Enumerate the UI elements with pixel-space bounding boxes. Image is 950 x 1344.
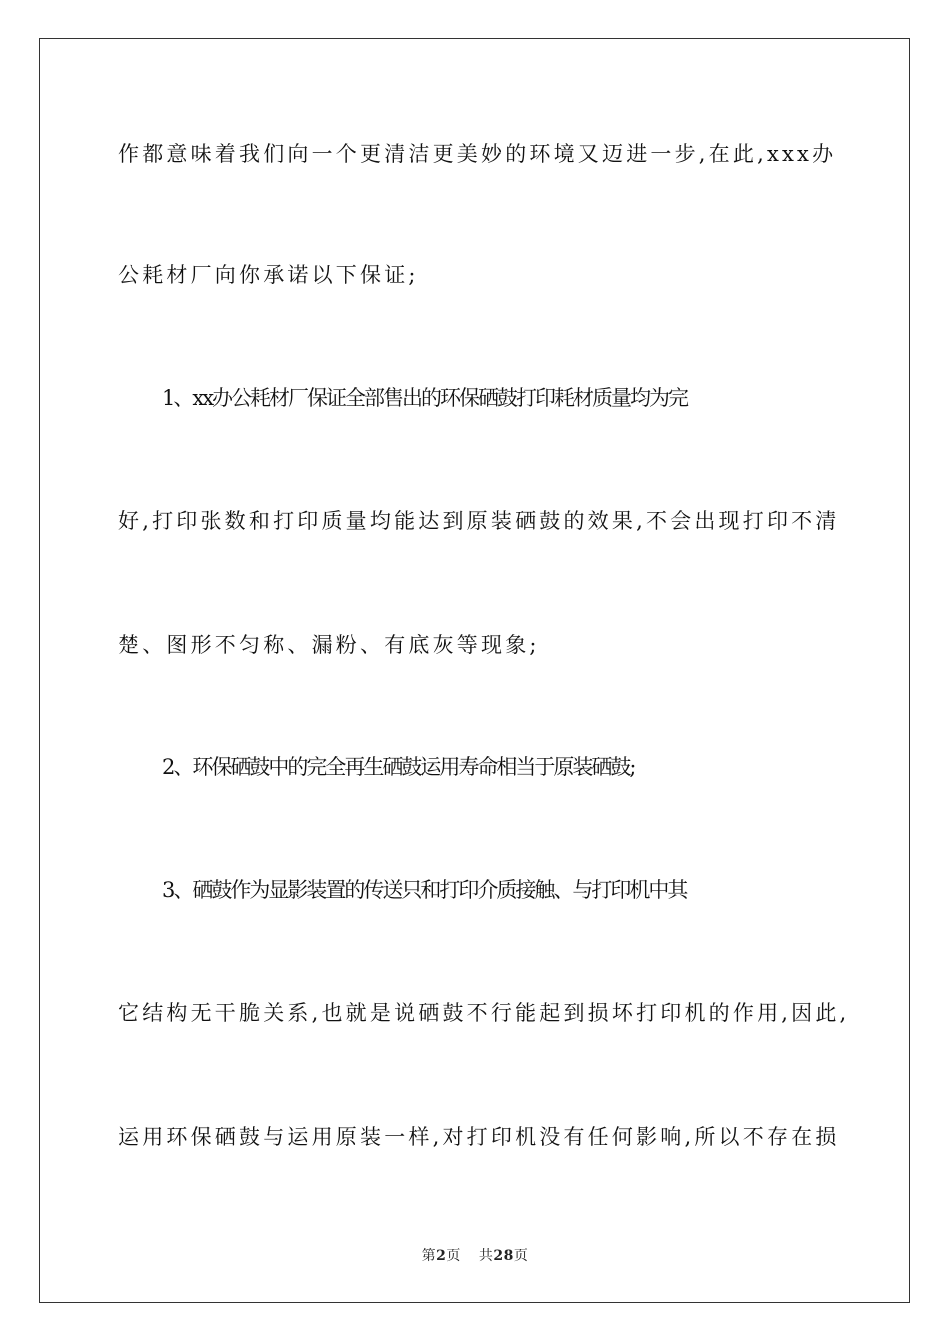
- page-suffix: 页: [446, 1248, 461, 1264]
- text-line-8: 它结构无干脆关系,也就是说硒鼓不行能起到损坏打印机的作用,因此,: [118, 1001, 850, 1025]
- text-line-4: 好,打印张数和打印质量均能达到原装硒鼓的效果,不会出现打印不清: [118, 509, 840, 533]
- text-line-7: 3、硒鼓作为显影装置的传送只和打印介质接触、与打印机中其: [162, 878, 687, 902]
- page-prefix: 第: [421, 1248, 437, 1264]
- page-border: [39, 38, 910, 1303]
- text-line-5: 楚、图形不匀称、漏粉、有底灰等现象;: [118, 633, 540, 657]
- text-line-9: 运用环保硒鼓与运用原装一样,对打印机没有任何影响,所以不存在损: [118, 1125, 840, 1149]
- text-line-2: 公耗材厂向你承诺以下保证;: [118, 263, 419, 287]
- page-number: 2: [436, 1248, 447, 1264]
- total-suffix: 页: [513, 1248, 529, 1264]
- text-line-6: 2、环保硒鼓中的完全再生硒鼓运用寿命相当于原装硒鼓;: [162, 755, 635, 779]
- total-pages: 28: [493, 1248, 514, 1264]
- total-prefix: 共: [478, 1248, 494, 1264]
- text-line-1: 作都意味着我们向一个更清洁更美妙的环境又迈进一步,在此,xxx办: [118, 142, 837, 166]
- text-line-3: 1、xx办公耗材厂保证全部售出的环保硒鼓打印耗材质量均为完: [162, 386, 688, 410]
- page-footer: [0, 1247, 950, 1265]
